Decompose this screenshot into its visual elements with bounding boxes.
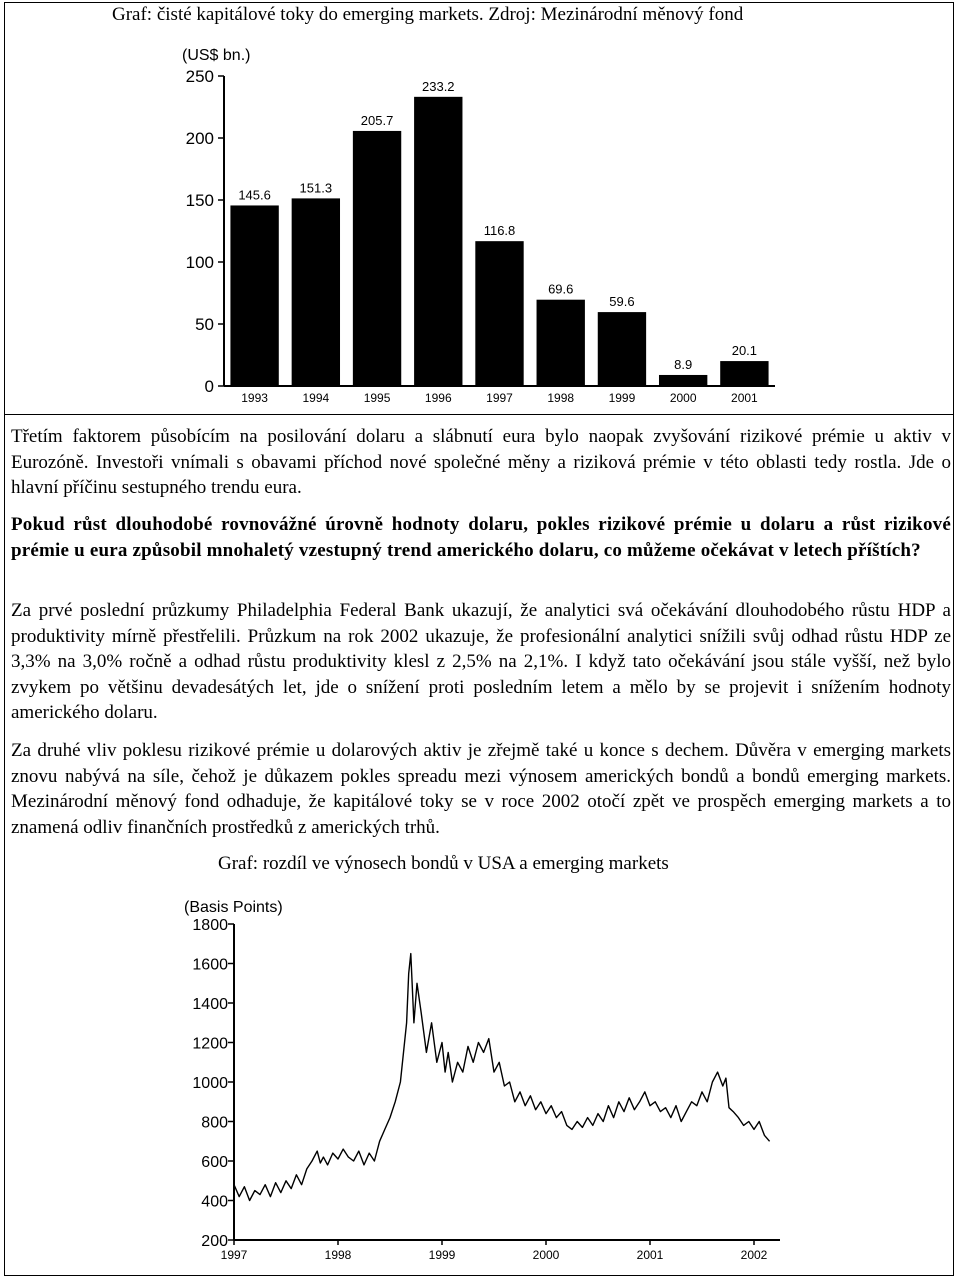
paragraph-second-reason: Za druhé vliv poklesu rizikové prémie u dolarových aktiv je zřejmě také u konce s dechem. Důvěra v emerging markets znovu nabývá na síle, čehož je důkazem pokles spreadu mezi výnosem amerických bondů a bondů emerging markets. Mezinárodní měnový fond odhaduje, že kapitálové toky se v roce 2002 otočí zpět ve prospěch emerging markets a to znamená odliv finančních prostředků z amerických trhů.: [11, 740, 951, 838]
paragraph-question: Pokud růst dlouhodobé rovnovážné úrovně hodnoty dolaru, pokles rizikové prémie u dolaru a růst rizikové prémie u eura způsobil mnohaletý vzestupný trend amerického dolaru, co můžeme očekávat v letech příštích?: [11, 514, 951, 561]
line-x-tick-label: 2000: [532, 1248, 560, 1262]
bar-1997: [475, 241, 523, 386]
line-x-tick-label: 1998: [324, 1248, 352, 1262]
line-y-tick-label: 600: [201, 1154, 228, 1171]
bar-y-tick-label: 0: [204, 377, 214, 396]
bar-value-label: 69.6: [548, 281, 574, 297]
spread-series-line: [234, 954, 770, 1201]
bar-x-tick-label: 2000: [669, 391, 697, 405]
bar-2001: [720, 361, 768, 386]
bar-value-label: 233.2: [422, 78, 455, 94]
bar-x-tick-label: 1999: [608, 391, 636, 405]
bar-1993: [230, 205, 278, 386]
bar-y-tick-label: 150: [185, 191, 214, 210]
line-y-tick-label: 1000: [192, 1075, 228, 1092]
bar-y-tick-label: 100: [185, 253, 214, 272]
bar-x-tick-label: 1997: [486, 391, 513, 405]
bar-x-tick-label: 1998: [547, 391, 575, 405]
bar-value-label: 8.9: [674, 356, 693, 372]
paragraph-first-reason: Za prvé poslední průzkumy Philadelphia Federal Bank ukazují, že analytici svá očekávání dlouhodobého růstu HDP a produktivity mírně přestřelili. Průzkum na rok 2002 ukazuje, že profesionální analytici snížili svůj odhad růstu HDP ze 3,3% na 3,0% ročně a odhad růstu produktivity klesl z 2,5% na 2,1%. I když tato očekávání jsou stále vyšší, než bylo zvykem po většinu devadesátých let, jde o snížení proti posledním letem a mělo by se projevit i snížením hodnoty amerického dolaru.: [11, 600, 951, 723]
bar-value-label: 205.7: [360, 112, 394, 128]
line-x-tick-label: 1997: [220, 1248, 248, 1262]
line-y-tick-label: 1400: [192, 996, 228, 1013]
bar-x-tick-label: 1996: [424, 391, 452, 405]
chart2-caption: Graf: rozdíl ve výnosech bondů v USA a emerging markets: [218, 853, 669, 874]
bar-1994: [292, 198, 340, 386]
bar-unit-label: (US$ bn.): [182, 47, 251, 64]
bar-value-label: 151.3: [299, 180, 333, 196]
bar-1996: [414, 97, 462, 386]
bar-1998: [537, 300, 585, 386]
line-unit-label: (Basis Points): [184, 899, 283, 916]
capital-flows-bar-chart: [170, 40, 790, 410]
bar-y-tick-label: 50: [195, 315, 214, 334]
bar-x-tick-label: 1993: [241, 391, 268, 405]
chart1-caption: Graf: čisté kapitálové toky do emerging markets. Zdroj: Mezinárodní měnový fond: [112, 4, 744, 25]
bond-spread-line-chart: [170, 890, 790, 1265]
line-y-tick-label: 1200: [192, 1035, 228, 1053]
bar-1999: [598, 312, 646, 386]
bar-value-label: 145.6: [238, 187, 271, 203]
paragraph-risk-premium: Třetím faktorem působícím na posilování dolaru a slábnutí eura bylo naopak zvyšování rizikové prémie u aktiv v Eurozóně. Investoři vnímali s obavami příchod nové společné měny a riziková prémie v této oblasti tedy rostla. Jde o hlavní příčinu sestupného trendu eura.: [11, 426, 951, 498]
bar-value-label: 116.8: [483, 223, 516, 239]
top-separator: [4, 414, 954, 415]
line-x-tick-label: 1999: [428, 1248, 456, 1262]
bar-y-tick-label: 250: [185, 67, 214, 86]
line-x-tick-label: 2002: [740, 1248, 768, 1262]
line-y-tick-label: 1800: [192, 917, 228, 934]
bar-x-tick-label: 2001: [731, 391, 758, 405]
bar-2000: [659, 375, 707, 386]
line-x-tick-label: 2001: [636, 1248, 664, 1262]
line-y-tick-label: 1600: [192, 956, 228, 974]
bar-1995: [353, 131, 401, 386]
bar-y-tick-label: 200: [185, 129, 214, 148]
line-y-tick-label: 200: [201, 1233, 228, 1250]
line-y-tick-label: 400: [201, 1193, 228, 1211]
bar-x-tick-label: 1995: [363, 391, 391, 405]
bar-x-tick-label: 1994: [302, 391, 330, 405]
line-y-tick-label: 800: [201, 1114, 228, 1132]
bar-value-label: 20.1: [731, 343, 758, 359]
bar-value-label: 59.6: [609, 294, 635, 310]
